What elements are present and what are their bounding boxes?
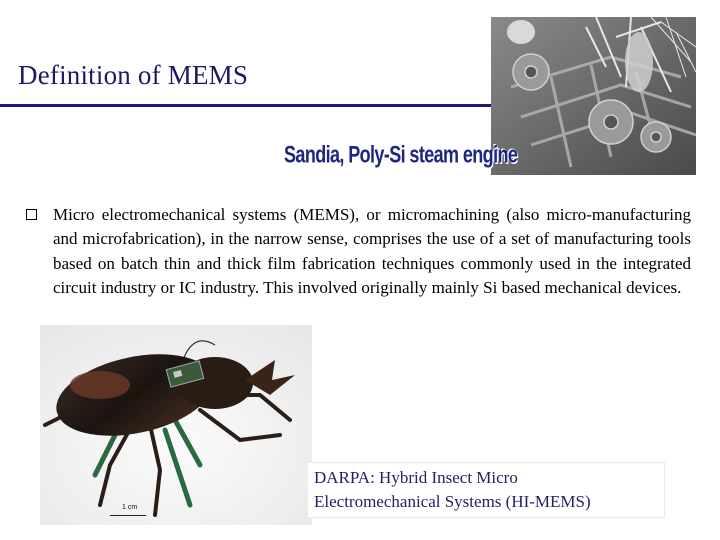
scale-bar: [110, 515, 146, 516]
darpa-caption-box: [307, 462, 665, 518]
beetle-cyborg-photo: [40, 325, 312, 525]
scale-bar-label: 1 cm: [122, 504, 138, 511]
bullet-marker: [26, 209, 37, 220]
darpa-caption-line-2: Electromechanical Systems (HI-MEMS): [314, 492, 591, 511]
title-divider: [0, 104, 492, 107]
slide-title: Definition of MEMS: [18, 60, 249, 90]
sem-steam-engine-photo: [491, 17, 696, 175]
sem-image-caption: Sandia, Poly-Si steam engine: [284, 141, 518, 168]
bullet-text: Micro electromechanical systems (MEMS), or micromachining (also micro-manufacturing and microfabrication), in the narrow sense, comprises the use of a set of manufacturing tools based on batch thin and thick film fabrication techniques commonly used in the integrated circuit industry or IC industry. This involved originally mainly Si based mechanical devices.: [53, 205, 691, 297]
darpa-caption-line-1: DARPA: Hybrid Insect Micro: [314, 468, 518, 487]
